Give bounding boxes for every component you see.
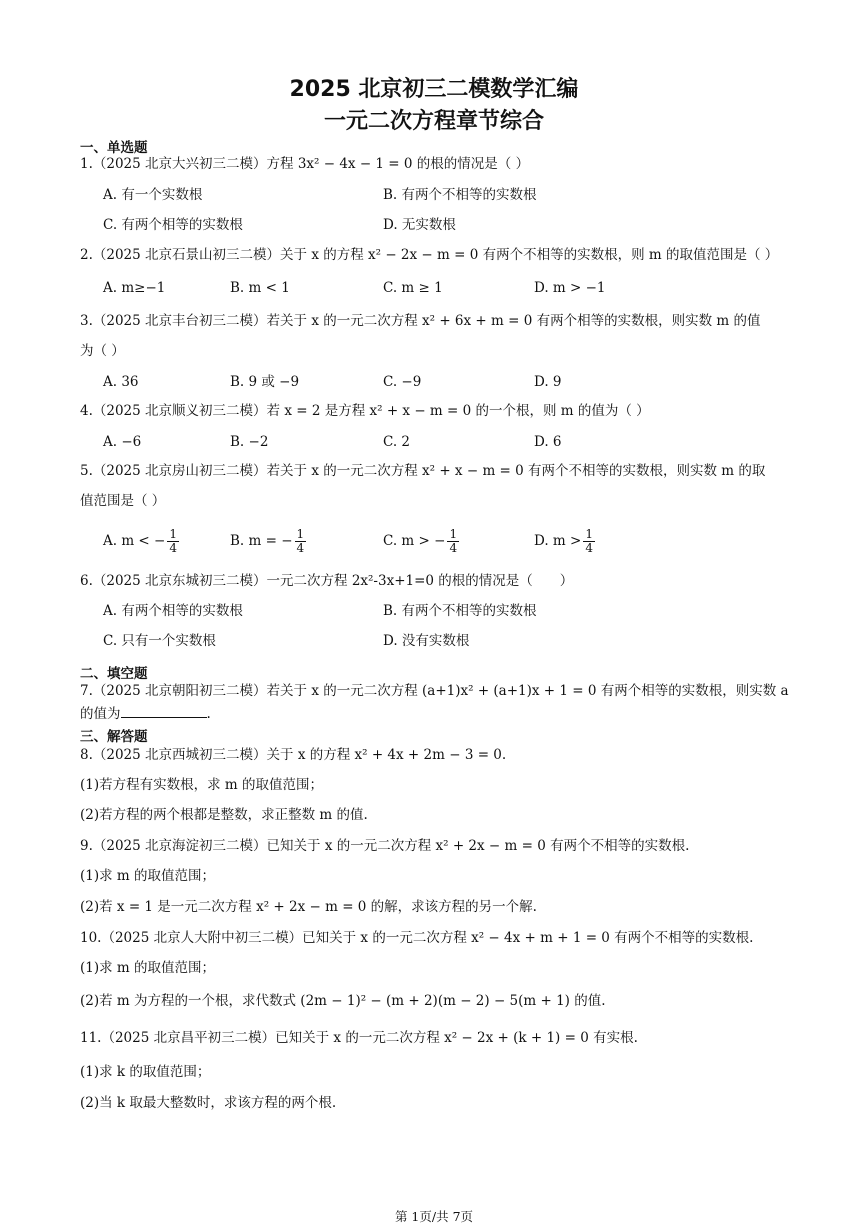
fraction-numerator: 1 bbox=[169, 527, 177, 541]
question-9-stem: 9.（2025 北京海淀初三二模）已知关于 x 的一元二次方程 x² + 2x − m = 0 有两个不相等的实数根. bbox=[80, 838, 690, 854]
fraction bbox=[583, 528, 595, 555]
fraction bbox=[447, 528, 459, 555]
question-2-stem: 2.（2025 北京石景山初三二模）关于 x 的方程 x² − 2x − m = 0 有两个不相等的实数根，则 m 的取值范围是（ ） bbox=[80, 247, 779, 263]
question-2-option-d: D. m > −1 bbox=[534, 280, 606, 296]
fraction-denominator: 4 bbox=[169, 541, 177, 555]
question-6-option-d: D. 没有实数根 bbox=[383, 633, 470, 649]
question-5-option-a-label: A. m < − bbox=[103, 533, 166, 549]
question-1-option-c: C. 有两个相等的实数根 bbox=[103, 217, 243, 233]
question-4-stem: 4.（2025 北京顺义初三二模）若 x = 2 是方程 x² + x − m = 0 的一个根，则 m 的值为（ ） bbox=[80, 403, 650, 419]
question-9-part-1: (1)求 m 的取值范围； bbox=[80, 868, 216, 884]
question-9-part-2: (2)若 x = 1 是一元二次方程 x² + 2x − m = 0 的解，求该方程的另一个解. bbox=[80, 899, 537, 915]
question-7-prefix: 的值为 bbox=[80, 706, 121, 722]
question-11-part-1: (1)求 k 的取值范围； bbox=[80, 1064, 211, 1080]
fraction bbox=[167, 528, 179, 555]
question-11-stem: 11.（2025 北京昌平初三二模）已知关于 x 的一元二次方程 x² − 2x + (k + 1) = 0 有实根. bbox=[80, 1030, 638, 1046]
section-heading-fill-blank: 二、填空题 bbox=[80, 666, 148, 682]
question-6-option-c: C. 只有一个实数根 bbox=[103, 633, 216, 649]
question-4-option-c: C. 2 bbox=[383, 434, 411, 450]
question-6-option-b: B. 有两个不相等的实数根 bbox=[383, 603, 537, 619]
fraction-denominator: 4 bbox=[585, 541, 593, 555]
question-1-stem: 1.（2025 北京大兴初三二模）方程 3x² − 4x − 1 = 0 的根的情况是（ ） bbox=[80, 156, 530, 172]
question-10-stem: 10.（2025 北京人大附中初三二模）已知关于 x 的一元二次方程 x² − 4x + m + 1 = 0 有两个不相等的实数根. bbox=[80, 930, 754, 946]
question-7-stem-cont bbox=[80, 705, 793, 723]
question-2-option-b: B. m < 1 bbox=[230, 280, 290, 296]
question-5-option-c bbox=[383, 524, 461, 558]
question-5-option-b bbox=[230, 524, 308, 558]
fraction-denominator: 4 bbox=[296, 541, 305, 555]
question-6-stem: 6.（2025 北京东城初三二模）一元二次方程 2x²-3x+1=0 的根的情况是（ ） bbox=[80, 573, 574, 589]
answer-blank[interactable] bbox=[121, 705, 207, 718]
question-5-option-b-label: B. m = − bbox=[230, 533, 293, 549]
question-3-option-a: A. 36 bbox=[103, 374, 139, 390]
question-3-option-d: D. 9 bbox=[534, 374, 562, 390]
fraction-numerator: 1 bbox=[296, 527, 305, 541]
question-7-stem: 7.（2025 北京朝阳初三二模）若关于 x 的一元二次方程 (a+1)x² + (a+1)x + 1 = 0 有两个相等的实数根，则实数 a bbox=[80, 683, 789, 699]
question-3-option-c: C. −9 bbox=[383, 374, 422, 390]
question-10-part-1: (1)求 m 的取值范围； bbox=[80, 960, 216, 976]
fraction-numerator: 1 bbox=[585, 527, 593, 541]
question-3-stem-cont: 为（ ） bbox=[80, 343, 125, 359]
page-title: 2025 北京初三二模数学汇编 bbox=[289, 77, 579, 102]
page-number: 第 1页/共 7页 bbox=[394, 1209, 474, 1224]
question-1-option-b: B. 有两个不相等的实数根 bbox=[383, 187, 537, 203]
question-3-option-b: B. 9 或 −9 bbox=[230, 374, 300, 390]
question-5-option-d-label: D. m > bbox=[534, 533, 582, 549]
question-11-part-2: (2)当 k 取最大整数时，求该方程的两个根. bbox=[80, 1095, 337, 1111]
question-6-option-a: A. 有两个相等的实数根 bbox=[103, 603, 243, 619]
question-5-stem-cont: 值范围是（ ） bbox=[80, 493, 166, 509]
question-5-stem: 5.（2025 北京房山初三二模）若关于 x 的一元二次方程 x² + x − m = 0 有两个不相等的实数根，则实数 m 的取 bbox=[80, 463, 766, 479]
question-5-option-a bbox=[103, 524, 181, 558]
fraction-denominator: 4 bbox=[449, 541, 458, 555]
question-1-option-d: D. 无实数根 bbox=[383, 217, 456, 233]
page-subtitle: 一元二次方程章节综合 bbox=[323, 109, 544, 134]
question-4-option-b: B. −2 bbox=[230, 434, 269, 450]
question-1-option-a: A. 有一个实数根 bbox=[103, 187, 203, 203]
section-heading-solve: 三、解答题 bbox=[80, 729, 148, 745]
question-2-option-a: A. m≥−1 bbox=[103, 280, 166, 296]
question-3-stem: 3.（2025 北京丰台初三二模）若关于 x 的一元二次方程 x² + 6x + m = 0 有两个相等的实数根，则实数 m 的值 bbox=[80, 313, 761, 329]
fraction-numerator: 1 bbox=[449, 527, 458, 541]
question-2-option-c: C. m ≥ 1 bbox=[383, 280, 443, 296]
question-5-option-c-label: C. m > − bbox=[383, 533, 446, 549]
question-4-option-d: D. 6 bbox=[534, 434, 562, 450]
question-8-stem: 8.（2025 北京西城初三二模）关于 x 的方程 x² + 4x + 2m − 3 = 0. bbox=[80, 747, 507, 763]
question-8-part-1: (1)若方程有实数根，求 m 的取值范围； bbox=[80, 777, 324, 793]
question-8-part-2: (2)若方程的两个根都是整数，求正整数 m 的值. bbox=[80, 807, 368, 823]
fraction bbox=[295, 528, 307, 555]
question-5-option-d bbox=[534, 524, 597, 558]
question-10-part-2: (2)若 m 为方程的一个根，求代数式 (2m − 1)² − (m + 2)(m − 2) − 5(m + 1) 的值. bbox=[80, 993, 606, 1009]
question-7-suffix: . bbox=[206, 706, 211, 722]
question-4-option-a: A. −6 bbox=[103, 434, 142, 450]
section-heading-single-choice: 一、单选题 bbox=[80, 140, 148, 156]
